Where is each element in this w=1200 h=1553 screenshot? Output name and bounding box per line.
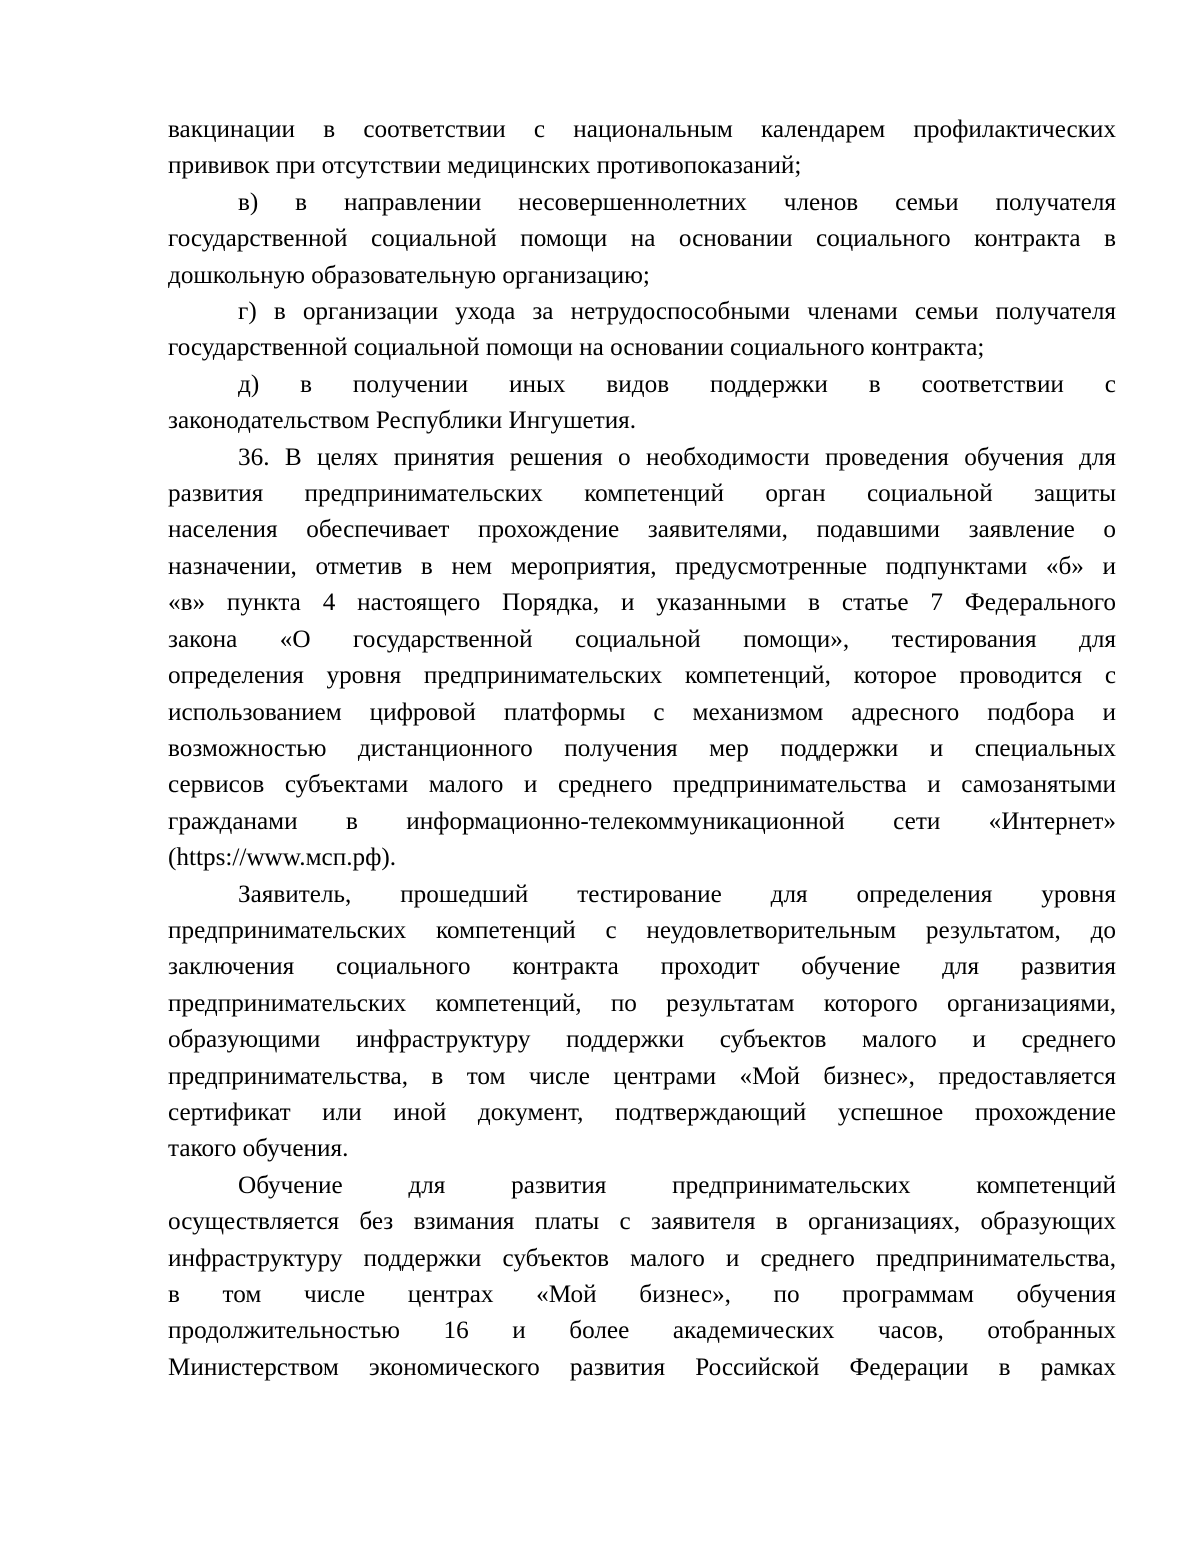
paragraph-applicant-testing <box>168 877 1116 1168</box>
text-line: назначении, отметив в нем мероприятия, предусмотренные подпунктами «б» и <box>168 552 1116 580</box>
text-line: государственной социальной помощи на основании социального контракта в <box>168 225 1116 253</box>
paragraph-item-g <box>168 294 1116 367</box>
text-line: предпринимательских компетенций с неудовлетворительным результатом, до <box>168 916 1116 944</box>
text-line: такого обучения. <box>168 1135 349 1163</box>
text-line: образующими инфраструктуру поддержки субъектов малого и среднего <box>168 1026 1116 1054</box>
text-line: в) в направлении несовершеннолетних членов семьи получателя <box>238 188 1116 216</box>
text-line: Министерством экономического развития Российской Федерации в рамках <box>168 1353 1116 1381</box>
paragraph-item-v <box>168 185 1116 294</box>
text-line: г) в организации ухода за нетрудоспособными членами семьи получателя <box>238 298 1116 326</box>
text-line: закона «О государственной социальной помощи», тестирования для <box>168 625 1116 653</box>
text-line: законодательством Республики Ингушетия. <box>168 407 637 435</box>
text-line: Обучение для развития предпринимательских компетенций <box>238 1171 1116 1199</box>
text-line: 36. В целях принятия решения о необходимости проведения обучения для <box>238 443 1116 471</box>
text-line: возможностью дистанционного получения мер поддержки и специальных <box>168 734 1116 762</box>
text-line: прививок при отсутствии медицинских противопоказаний; <box>168 152 802 180</box>
text-line: государственной социальной помощи на основании социального контракта; <box>168 334 985 362</box>
text-line: предпринимательства, в том числе центрами «Мой бизнес», предоставляется <box>168 1062 1116 1090</box>
text-line: д) в получении иных видов поддержки в соответствии с <box>238 370 1116 398</box>
text-line: «в» пункта 4 настоящего Порядка, и указанными в статье 7 Федерального <box>168 589 1116 617</box>
text-line: определения уровня предпринимательских компетенций, которое проводится с <box>168 662 1116 690</box>
text-line: развития предпринимательских компетенций орган социальной защиты <box>168 480 1116 508</box>
paragraph-point-36 <box>168 440 1116 877</box>
text-line: гражданами в информационно-телекоммуникационной сети «Интернет» <box>168 807 1116 835</box>
text-line: заключения социального контракта проходит обучение для развития <box>168 953 1116 981</box>
text-line: сертификат или иной документ, подтверждающий успешное прохождение <box>168 1098 1116 1126</box>
paragraph-training <box>168 1168 1116 1386</box>
text-line: в том числе центрах «Мой бизнес», по программам обучения <box>168 1281 1116 1308</box>
text-line: (https://www.мсп.рф). <box>168 844 397 872</box>
text-line: использованием цифровой платформы с механизмом адресного подбора и <box>168 698 1116 726</box>
paragraph-item-d <box>168 367 1116 440</box>
text-line: Заявитель, прошедший тестирование для определения уровня <box>238 880 1116 908</box>
text-line: продолжительностью 16 и более академических часов, отобранных <box>168 1317 1116 1345</box>
text-line: населения обеспечивает прохождение заявителями, подавшими заявление о <box>168 516 1116 544</box>
document-page <box>168 112 1116 1386</box>
paragraph-vaccination-continuation <box>168 112 1116 185</box>
text-line: сервисов субъектами малого и среднего предпринимательства и самозанятыми <box>168 771 1116 799</box>
text-line: инфраструктуру поддержки субъектов малого и среднего предпринимательства, <box>168 1244 1116 1272</box>
text-line: осуществляется без взимания платы с заявителя в организациях, образующих <box>168 1208 1116 1236</box>
text-line: вакцинации в соответствии с национальным календарем профилактических <box>168 116 1116 143</box>
text-line: дошкольную образовательную организацию; <box>168 261 650 289</box>
text-line: предпринимательских компетенций, по результатам которого организациями, <box>168 989 1116 1017</box>
